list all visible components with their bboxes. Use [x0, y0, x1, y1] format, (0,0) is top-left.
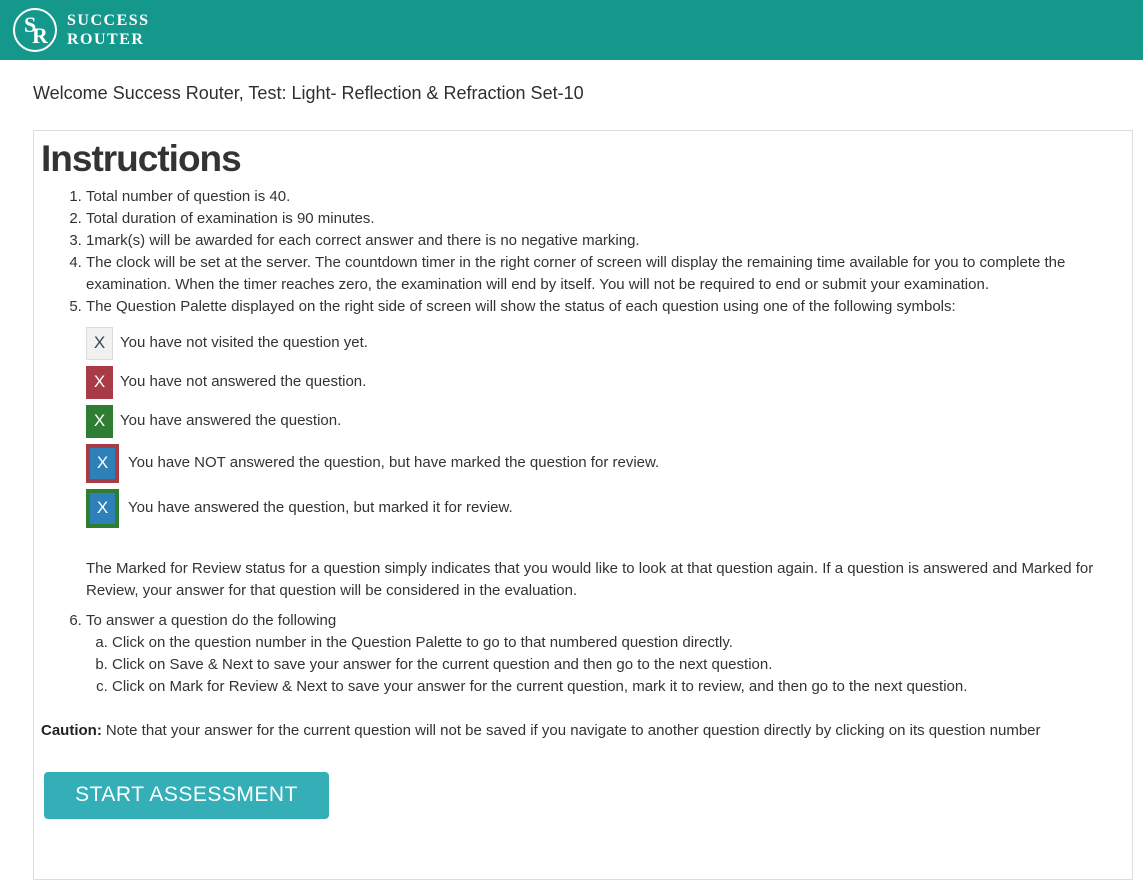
instructions-panel [33, 130, 1133, 880]
answer-step-a [112, 632, 1120, 654]
legend-label: You have not visited the question yet. [120, 334, 368, 352]
answer-step-text: Click on Mark for Review & Next to save your answer for the current question, mark it to review, and then go to the next question. [112, 677, 968, 695]
instruction-item-6 [86, 610, 1120, 698]
instructions-title: Instructions [41, 138, 241, 179]
instruction-item-4 [86, 252, 1120, 296]
caution-note [41, 720, 1120, 742]
answer-steps-list [86, 632, 1120, 698]
legend-label: You have answered the question, but marked it for review. [128, 499, 513, 517]
answer-step-b [112, 654, 1120, 676]
instruction-item-1 [86, 186, 1120, 208]
instruction-item-5 [86, 296, 1120, 602]
review-note: The Marked for Review status for a question simply indicates that you would like to look at that question again. If a question is answered and Marked for Review, your answer for that question will be considered in the evaluation. [86, 559, 1094, 599]
legend-row-marked-not-answered [86, 444, 1120, 483]
brand-name-line2: ROUTER [67, 31, 145, 48]
instruction-text: The Question Palette displayed on the right side of screen will show the status of each question using one of the following symbols: [86, 297, 956, 315]
welcome-heading: Welcome Success Router, Test: Light- Reflection & Refraction Set-10 [33, 83, 584, 103]
status-marked-answered-icon: X [86, 489, 119, 528]
legend-row-not-visited [86, 327, 1120, 360]
question-status-legend [86, 327, 1120, 528]
app-header [0, 0, 1143, 60]
instruction-item-2 [86, 208, 1120, 230]
legend-label: You have NOT answered the question, but have marked the question for review. [128, 454, 660, 472]
instruction-text: To answer a question do the following [86, 611, 337, 629]
logo-letter-r: R [32, 23, 48, 48]
legend-row-answered [86, 405, 1120, 438]
status-answered-icon: X [86, 405, 113, 438]
instruction-text: Total duration of examination is 90 minutes. [86, 209, 375, 227]
legend-label: You have answered the question. [120, 412, 342, 430]
instructions-list [41, 186, 1120, 698]
answer-step-c [112, 676, 1120, 698]
instruction-text: The clock will be set at the server. The countdown timer in the right corner of screen will display the remaining time available for you to complete the examination. When the timer reaches zero, the examination will end by itself. You will not be required to end or submit your examination. [86, 253, 1066, 293]
start-assessment-button[interactable]: START ASSESSMENT [44, 772, 329, 819]
caution-text: Note that your answer for the current question will not be saved if you navigate to another question directly by clicking on its question number [105, 721, 1041, 739]
caution-label: Caution: [41, 721, 102, 739]
legend-label: You have not answered the question. [120, 373, 367, 391]
legend-row-not-answered [86, 366, 1120, 399]
instruction-item-3 [86, 230, 1120, 252]
status-not-answered-icon: X [86, 366, 113, 399]
brand-name [67, 11, 150, 49]
logo-letter-s: S [24, 12, 37, 37]
instruction-text: Total number of question is 40. [86, 187, 291, 205]
brand-name-line1: SUCCESS [67, 11, 150, 29]
answer-step-text: Click on the question number in the Question Palette to go to that numbered question directly. [112, 633, 733, 651]
status-marked-not-answered-icon: X [86, 444, 119, 483]
status-not-visited-icon: X [86, 327, 113, 360]
answer-step-text: Click on Save & Next to save your answer for the current question and then go to the next question. [112, 655, 773, 673]
brand-logo-icon[interactable] [13, 8, 57, 52]
legend-row-marked-answered [86, 489, 1120, 528]
instruction-text: 1mark(s) will be awarded for each correct answer and there is no negative marking. [86, 231, 640, 249]
